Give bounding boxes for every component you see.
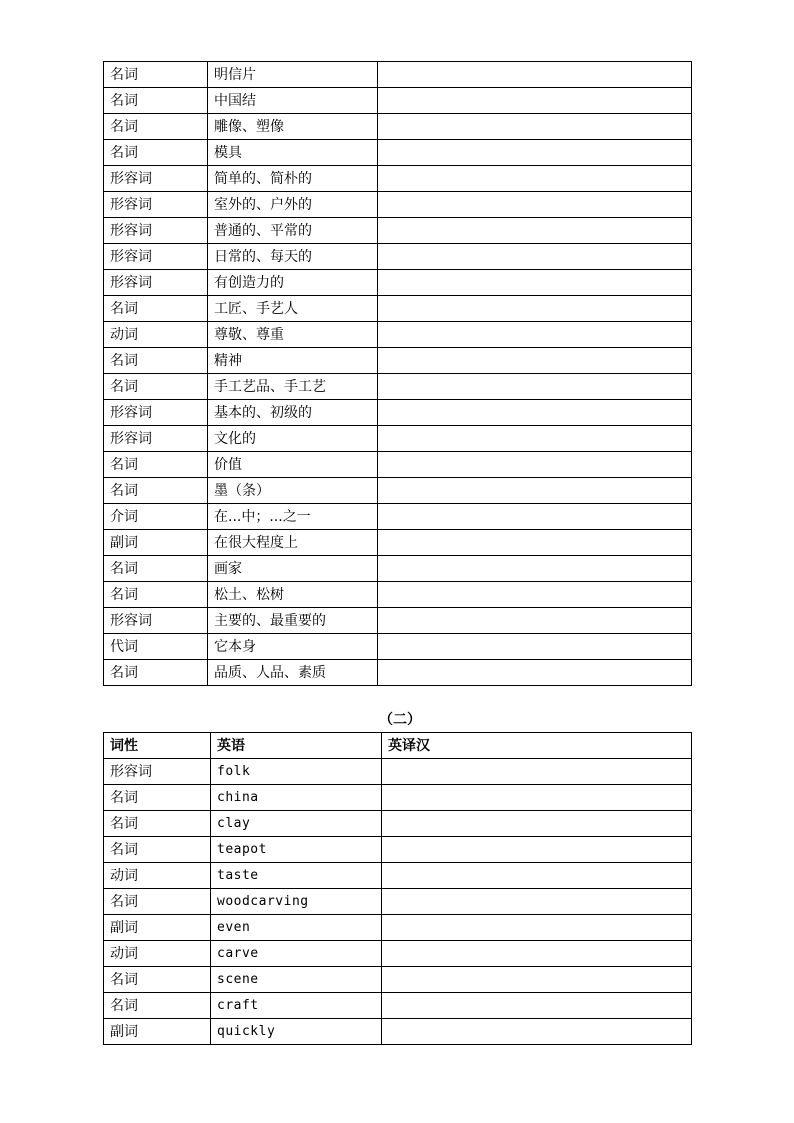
chinese-meaning-cell: 品质、人品、素质 <box>208 660 378 686</box>
answer-cell[interactable] <box>378 556 692 582</box>
chinese-meaning-cell: 松土、松树 <box>208 582 378 608</box>
section-title: （二） <box>379 712 421 728</box>
table-row <box>104 218 692 244</box>
answer-cell[interactable] <box>382 863 692 889</box>
english-word-cell: quickly <box>211 1019 382 1045</box>
chinese-meaning-cell: 明信片 <box>208 62 378 88</box>
part-of-speech-cell: 介词 <box>104 504 208 530</box>
table-row <box>104 322 692 348</box>
answer-cell[interactable] <box>382 811 692 837</box>
table-row <box>104 889 692 915</box>
table-row <box>104 504 692 530</box>
table-header-row <box>104 733 692 759</box>
chinese-meaning-cell: 主要的、最重要的 <box>208 608 378 634</box>
answer-cell[interactable] <box>378 166 692 192</box>
part-of-speech-cell: 形容词 <box>104 218 208 244</box>
part-of-speech-cell: 名词 <box>104 889 211 915</box>
english-word-cell: carve <box>211 941 382 967</box>
part-of-speech-cell: 形容词 <box>104 608 208 634</box>
english-word-cell: teapot <box>211 837 382 863</box>
part-of-speech-cell: 形容词 <box>104 400 208 426</box>
chinese-meaning-cell: 模具 <box>208 140 378 166</box>
answer-cell[interactable] <box>378 478 692 504</box>
answer-cell[interactable] <box>382 837 692 863</box>
chinese-meaning-cell: 文化的 <box>208 426 378 452</box>
part-of-speech-cell: 动词 <box>104 322 208 348</box>
part-of-speech-cell: 名词 <box>104 62 208 88</box>
part-of-speech-cell: 代词 <box>104 634 208 660</box>
part-of-speech-cell: 动词 <box>104 941 211 967</box>
chinese-meaning-cell: 手工艺品、手工艺 <box>208 374 378 400</box>
table-row <box>104 837 692 863</box>
answer-cell[interactable] <box>378 348 692 374</box>
part-of-speech-cell: 形容词 <box>104 270 208 296</box>
table-row <box>104 1019 692 1045</box>
table-row <box>104 660 692 686</box>
table-row <box>104 608 692 634</box>
vocab-table-body <box>104 62 692 686</box>
table-row <box>104 811 692 837</box>
table-row <box>104 993 692 1019</box>
part-of-speech-cell: 副词 <box>104 530 208 556</box>
part-of-speech-cell: 名词 <box>104 993 211 1019</box>
table-row <box>104 62 692 88</box>
answer-cell[interactable] <box>378 140 692 166</box>
table-row <box>104 967 692 993</box>
answer-cell[interactable] <box>378 88 692 114</box>
answer-cell[interactable] <box>378 114 692 140</box>
header-translation: 英译汉 <box>382 733 692 759</box>
answer-cell[interactable] <box>382 993 692 1019</box>
chinese-meaning-cell: 中国结 <box>208 88 378 114</box>
chinese-meaning-cell: 价值 <box>208 452 378 478</box>
chinese-meaning-cell: 雕像、塑像 <box>208 114 378 140</box>
chinese-meaning-cell: 在...中；...之一 <box>208 504 378 530</box>
chinese-meaning-cell: 室外的、户外的 <box>208 192 378 218</box>
answer-cell[interactable] <box>378 322 692 348</box>
chinese-meaning-cell: 普通的、平常的 <box>208 218 378 244</box>
table-row <box>104 556 692 582</box>
answer-cell[interactable] <box>382 759 692 785</box>
answer-cell[interactable] <box>378 270 692 296</box>
chinese-meaning-cell: 简单的、简朴的 <box>208 166 378 192</box>
part-of-speech-cell: 名词 <box>104 88 208 114</box>
table-row <box>104 582 692 608</box>
table-row <box>104 166 692 192</box>
part-of-speech-cell: 名词 <box>104 452 208 478</box>
english-word-cell: clay <box>211 811 382 837</box>
part-of-speech-cell: 名词 <box>104 785 211 811</box>
english-word-cell: woodcarving <box>211 889 382 915</box>
table-row <box>104 374 692 400</box>
part-of-speech-cell: 名词 <box>104 374 208 400</box>
table-row <box>104 452 692 478</box>
part-of-speech-cell: 名词 <box>104 140 208 166</box>
table-row <box>104 88 692 114</box>
part-of-speech-cell: 名词 <box>104 660 208 686</box>
answer-cell[interactable] <box>378 400 692 426</box>
table-row <box>104 400 692 426</box>
table-row <box>104 296 692 322</box>
chinese-meaning-cell: 墨（条） <box>208 478 378 504</box>
english-word-cell: taste <box>211 863 382 889</box>
part-of-speech-cell: 形容词 <box>104 192 208 218</box>
part-of-speech-cell: 名词 <box>104 811 211 837</box>
answer-cell[interactable] <box>378 634 692 660</box>
part-of-speech-cell: 形容词 <box>104 426 208 452</box>
table-row <box>104 785 692 811</box>
answer-cell[interactable] <box>378 62 692 88</box>
part-of-speech-cell: 名词 <box>104 967 211 993</box>
table-row <box>104 270 692 296</box>
chinese-meaning-cell: 基本的、初级的 <box>208 400 378 426</box>
table-row <box>104 140 692 166</box>
part-of-speech-cell: 形容词 <box>104 244 208 270</box>
answer-cell[interactable] <box>382 889 692 915</box>
chinese-meaning-cell: 工匠、手艺人 <box>208 296 378 322</box>
chinese-meaning-cell: 在很大程度上 <box>208 530 378 556</box>
chinese-meaning-cell: 日常的、每天的 <box>208 244 378 270</box>
table-row <box>104 530 692 556</box>
answer-cell[interactable] <box>378 582 692 608</box>
english-word-cell: china <box>211 785 382 811</box>
vocab-table-english-to-chinese <box>103 732 692 1045</box>
english-word-cell: scene <box>211 967 382 993</box>
part-of-speech-cell: 名词 <box>104 556 208 582</box>
table-row <box>104 348 692 374</box>
chinese-meaning-cell: 精神 <box>208 348 378 374</box>
header-part-of-speech: 词性 <box>104 733 211 759</box>
chinese-meaning-cell: 它本身 <box>208 634 378 660</box>
table-row <box>104 244 692 270</box>
part-of-speech-cell: 副词 <box>104 1019 211 1045</box>
answer-cell[interactable] <box>378 608 692 634</box>
table-row <box>104 114 692 140</box>
part-of-speech-cell: 动词 <box>104 863 211 889</box>
part-of-speech-cell: 形容词 <box>104 166 208 192</box>
part-of-speech-cell: 名词 <box>104 296 208 322</box>
answer-cell[interactable] <box>378 504 692 530</box>
answer-cell[interactable] <box>378 218 692 244</box>
part-of-speech-cell: 名词 <box>104 582 208 608</box>
answer-cell[interactable] <box>378 530 692 556</box>
answer-cell[interactable] <box>378 244 692 270</box>
part-of-speech-cell: 副词 <box>104 915 211 941</box>
table-row <box>104 634 692 660</box>
answer-cell[interactable] <box>382 785 692 811</box>
part-of-speech-cell: 名词 <box>104 114 208 140</box>
answer-cell[interactable] <box>378 296 692 322</box>
part-of-speech-cell: 形容词 <box>104 759 211 785</box>
table-row <box>104 759 692 785</box>
answer-cell[interactable] <box>378 426 692 452</box>
english-word-cell: folk <box>211 759 382 785</box>
answer-cell[interactable] <box>382 967 692 993</box>
table-row <box>104 941 692 967</box>
answer-cell[interactable] <box>378 660 692 686</box>
table-row <box>104 192 692 218</box>
vocab-table-chinese-to-english <box>103 61 692 686</box>
answer-cell[interactable] <box>378 452 692 478</box>
table-row <box>104 915 692 941</box>
part-of-speech-cell: 名词 <box>104 478 208 504</box>
answer-cell[interactable] <box>382 941 692 967</box>
table-row <box>104 478 692 504</box>
english-word-cell: craft <box>211 993 382 1019</box>
part-of-speech-cell: 名词 <box>104 348 208 374</box>
answer-cell[interactable] <box>378 374 692 400</box>
part-of-speech-cell: 名词 <box>104 837 211 863</box>
table-row <box>104 426 692 452</box>
header-english: 英语 <box>211 733 382 759</box>
answer-cell[interactable] <box>378 192 692 218</box>
chinese-meaning-cell: 画家 <box>208 556 378 582</box>
table-row <box>104 863 692 889</box>
chinese-meaning-cell: 有创造力的 <box>208 270 378 296</box>
answer-cell[interactable] <box>382 1019 692 1045</box>
chinese-meaning-cell: 尊敬、尊重 <box>208 322 378 348</box>
english-word-cell: even <box>211 915 382 941</box>
answer-cell[interactable] <box>382 915 692 941</box>
vocab-table-body <box>104 759 692 1045</box>
